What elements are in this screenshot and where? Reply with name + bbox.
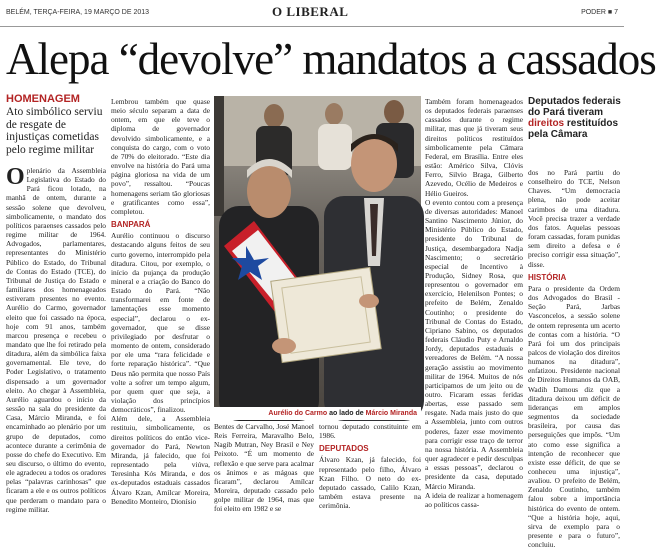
subhead: Ato simbólico serviu de resgate de injustiças cometidas pelo regime militar xyxy=(6,106,103,156)
col3-paragraph-1: Bentes de Carvalho, José Manoel Reis Ferreira, Maravalho Belo, Nagib Mutran, Ney Brasil e Ney Peixoto. “É um momento de reflexão e que serve para acalmar os ânimos e as mágoas que ficaram”, declarou Amílcar Moreira, deputado cassado pelo golpe militar de 1964, mas que foi eleito em 1982 e se xyxy=(214,422,314,514)
drop-cap: O xyxy=(6,164,25,190)
article-column-2 xyxy=(111,97,210,518)
article-column-4 xyxy=(319,422,421,518)
col5-paragraph-3: A ideia de realizar a homenagem ao políticos cassa- xyxy=(425,490,523,509)
caption-name-2: Márcio Miranda xyxy=(365,410,417,417)
article-column-5 xyxy=(425,97,523,518)
page-number: 7 xyxy=(614,9,618,16)
col2-paragraph-2: Aurélio continuou o discurso destacando alguns feitos de seu curto governo, interrompido pela ditadura. Citou, por exemplo, o início da pujança da produção mineral e a criação do Banco do Estado do Pará. “Não transformarei em fonte de lamentações esse momento especial”, declarou o ex-governador, que se disse privilegiado por desfrutar o momento de ontem, considerado por ele uma “rara felicidade e forte reparação histórica”. “Que Deus não permita que nosso País volte a sofrer um tempo algum, por quem quer que seja, a violação dos princípios democráticos”, finalizou. xyxy=(111,231,210,415)
section-page: PODER ■ 7 xyxy=(581,9,618,16)
highlight-part-2: direitos xyxy=(528,118,565,129)
col2-paragraph-3: Além dele, a Assembleia restituiu, simbolicamente, os direitos políticos do então vice-governador do Pará, Newton Miranda, já falecido, que foi representado pela viúva, Teresinha Kós Miranda, e dos ex-deputados estaduais cassados Álvaro Kzan, Amílcar Moreira, Benedito Monteiro, Dionísio xyxy=(111,414,210,506)
article-column-1 xyxy=(6,166,106,518)
caption-name-1: Aurélio do Carmo xyxy=(268,410,328,417)
news-photo xyxy=(214,96,421,413)
subheading-deputados: DEPUTADOS xyxy=(319,444,369,454)
subheading-banpara: BANPARÁ xyxy=(111,220,151,230)
col6-paragraph-1: dos no Pará partiu do conselheiro do TCE, Nelson Chaves. “Um democracia plena, não pode aceitar carimbos de uma ditadura. Você precisa trazer a verdade dos fatos. Aquelas pessoas foram cassadas, foram punidas sem direito a defesa e é preciso corrigir essa situação”, disse. xyxy=(528,168,620,269)
kicker: HOMENAGEM xyxy=(6,93,80,105)
ceremony-photo xyxy=(214,96,421,413)
col4-paragraph-1: tornou deputado constituinte em 1986. xyxy=(319,422,421,441)
subheading-historia: HISTÓRIA xyxy=(528,272,567,282)
highlight-text xyxy=(528,96,623,140)
highlight-part-3: restituídos pela Câmara xyxy=(528,118,619,140)
article-column-6 xyxy=(528,168,620,549)
article-column-3 xyxy=(214,422,314,518)
col4-paragraph-2: Álvaro Kzan, já falecido, foi representado pelo filho, Álvaro Kzan Filho. O neto do ex-deputado cassado, Calilo Kzan, também estava presente na cerimônia. xyxy=(319,455,421,511)
page-header xyxy=(0,0,624,27)
section-label: PODER xyxy=(581,9,606,16)
newspaper-name: O LIBERAL xyxy=(272,4,349,19)
col5-paragraph-2: O evento contou com a presença de diversas autoridades: Manoel Santino Nascimento Júnior, do Ministério Público do Estado, presidente do Tribunal de Justiça, desembargadora Nadja Nascimento; o secretário especial de Incentivo à Produção, Sidney Rosa, que representou o governador em exercício, Helenilson Pontes; o prefeito de Belém, Zenaldo Coutinho; o presidente do Tribunal de Contas do Estado, Cipriano Sabino, os deputados federais Cláudio Puty e Arnaldo Jordy, deputados estaduais e vereadores de Belém. “A nossa geração assistiu ao movimento militar de 1964. Muitos de nós participamos de um jeito ou de outro. Ficaram essas feridas abertas, esse passado sem resgate. Nada mais justo do que a Assembleia, junto com outros poderes, fazer esse movimento para corrigir esse traço de terror na nossa história. A Assembleia quer agradecer e pedir desculpas a essas pessoas”, declarou o presidente da casa, deputado Márcio Miranda. xyxy=(425,197,523,491)
photo-caption xyxy=(214,407,421,420)
col2-paragraph-1: Lembrou também que quase meio século separam a data de ontem, em que ele teve o diploma de governador devolvido simbolicamente, e a conquista do cargo, com o voto de 70% do eleitorado. “Este dia envolve na história do Pará uma página gloriosa na vida de um povo”, ressaltou. “Poucas homenagens seriam tão gloriosas e gratificantes como essa”, completou. xyxy=(111,97,210,216)
caption-connector: ao lado de xyxy=(327,410,366,417)
highlight-part-1: Deputados federais do Pará tiveram xyxy=(528,96,621,118)
col6-paragraph-2: Para o presidente da Ordem dos Advogados do Brasil - Seção Pará, Jarbas Vasconcelos, a sessão solene de ontem representa um acerto de contas com a história. “O Pará foi um dos principais palcos de violação dos direitos humanos na ditadura”, enfatizou. Presidente nacional de Direitos Humanos da OAB, Wadih Damous diz que a ditadura deixou um déficit de lideranças em amplos segmentos da sociedade brasileira, por causa das perseguições que impôs. “Um ato como esse significa a intenção de reconhecer que existe esse déficit, de que se conheceu uma injustiça”, avaliou. O prefeito de Belém, Zenaldo Coutinho, também falou sobre a importância histórica do evento de ontem. “Que a história hoje, aqui, sirva de exemplo para o presente e para o futuro”, concluiu. xyxy=(528,283,620,549)
col1-text: plenário da Assembleia Legislativa do Estado do Pará ficou lotado, na manhã de ontem, durante a sessão solene que devolveu, simbolicamente, o mandato dos políticos paraenses cassados pelo regime militar de 1964. Advogados, parlamentares, representantes do Ministério Público do Estado, do Tribunal de Contas do Estado (TCE), do Tribunal de Justiça do Estado e familiares dos homenageados estiveram presentes no evento. Aurélio do Carmo, governador eleito que foi cassado na época, hoje com 91 anos, também marcou presença e recebeu o mandato que lhe foi retirado pela ditadura, além da simbólica faixa governamental. Ele teve, do Poder Legislativo, o tratamento dispensado a um governador eleito. Ao chegar à Assembleia, Aurélio aguardou o início da sessão na sala do presidente da Casa, Márcio Miranda, e foi encaminhado ao plenário por um grupo de deputados, como acontece durante a cerimônia de posse do chefe do Executivo. Em seu discurso, o último do evento, ele agradeceu a todos os oradores pelas “palavras carinhosas” que ficaram a ele e os outros políticos que perderam o mandato para o regime militar. xyxy=(6,166,106,514)
headline: Alepa “devolve” mandatos a cassados xyxy=(6,34,656,84)
location-date: BELÉM, TERÇA-FEIRA, 19 MARÇO DE 2013 xyxy=(6,9,150,16)
highlight-box xyxy=(528,96,623,178)
col5-paragraph-1: Também foram homenageados os deputados federais paraenses cassados durante o regime militar, mas que já tiveram seus direitos políticos restituídos simbolicamente pela Câmara Federal, em Brasília. Entre eles estão: Américo Silva, Clóvis Ferro, Silvio Braga, Gilberto Azevedo, Océlio de Medeiros e Hélio Gueiros. xyxy=(425,97,523,198)
